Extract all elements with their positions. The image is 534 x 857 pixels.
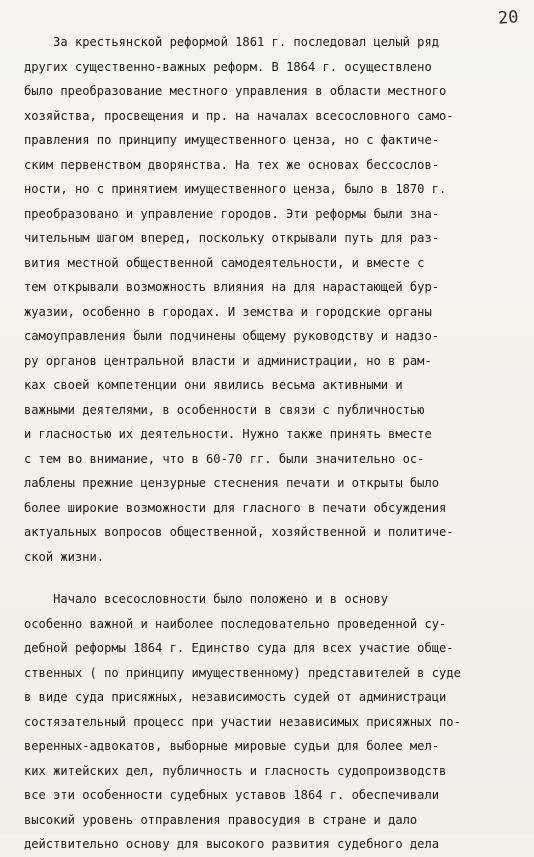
text-line: действительно основу для высокого развития судебного дела [24,837,440,851]
text-line: За крестьянской реформой 1861 г. последовал целый ряд [24,35,440,49]
text-line: ственных ( по принципу имущественному) представителей в суде [24,665,461,680]
text-line: особенно важной и наиболее последовательно проведенной су- [24,616,447,631]
text-line: Начало всесословности было положено и в основу [24,592,389,606]
text-line: самоуправления были подчинены общему руководству и надзо- [24,329,440,343]
page-number: 20 [496,7,519,29]
text-line: ках своей компетенции они явились весьма активными и [24,378,403,392]
paragraph [24,30,522,569]
paragraph-gap [24,569,522,587]
text-line: ским первенством дворянства. На тех же основах бессослов- [24,157,440,172]
text-line: актуальных вопросов общественной, хозяйственной и политиче- [24,525,454,539]
text-line: все эти особенности судебных уставов 1864 г. обеспечивали [24,788,440,802]
text-line: более широкие возможности для гласного в печати обсуждения [24,500,447,515]
text-line: важными деятелями, в особенности в связи с публичностью [24,402,425,417]
text-line: в виде суда присяжных, независимость судей от администраци [24,690,447,704]
text-line: вития местной общественной самодеятельности, и вместе с [24,255,425,270]
text-line: преобразовано и управление городов. Эти реформы были зна- [24,206,440,221]
text-line: жуазии, особенно в городах. И земства и городские органы [24,304,432,319]
text-line: ности, но с принятием имущественного ценза, было в 1870 г. [24,182,447,196]
text-line: ких житейских дел, публичность и гласность судопроизводств [24,763,447,778]
document-body [24,30,522,857]
text-line: состязательный процесс при участии независимых присяжных по- [24,714,461,729]
text-line: высокий уровень отправления правосудия в стране и дало [24,812,418,827]
text-line: других существенно-важных реформ. В 1864 г. осуществлено [24,59,432,74]
text-line: хозяйства, просвещения и пр. на началах всесословного само- [24,108,454,123]
text-line: ской жизни. [24,549,105,564]
text-line: с тем во внимание, что в 60-70 гг. были значительно ос- [24,451,425,466]
text-line: ру органов центральной власти и администрации, но в рам- [24,353,432,368]
text-line: дебной реформы 1864 г. Единство суда для всех участие обще- [24,641,454,655]
text-line: тем открывали возможность влияния на для нарастающей бур- [24,280,440,294]
text-line: чительным шагом вперед, поскольку открывали путь для раз- [24,231,440,245]
text-line: было преобразование местного управления в области местного [24,84,447,98]
text-line: веренных-адвокатов, выборные мировые судьи для более мел- [24,739,440,753]
text-line: правления по принципу имущественного ценза, но с фактиче- [24,133,440,147]
text-line: и гласностью их деятельности. Нужно также принять вместе [24,427,432,441]
text-line: лаблены прежние цензурные стеснения печати и открыты было [24,476,440,490]
paragraph [24,587,522,857]
